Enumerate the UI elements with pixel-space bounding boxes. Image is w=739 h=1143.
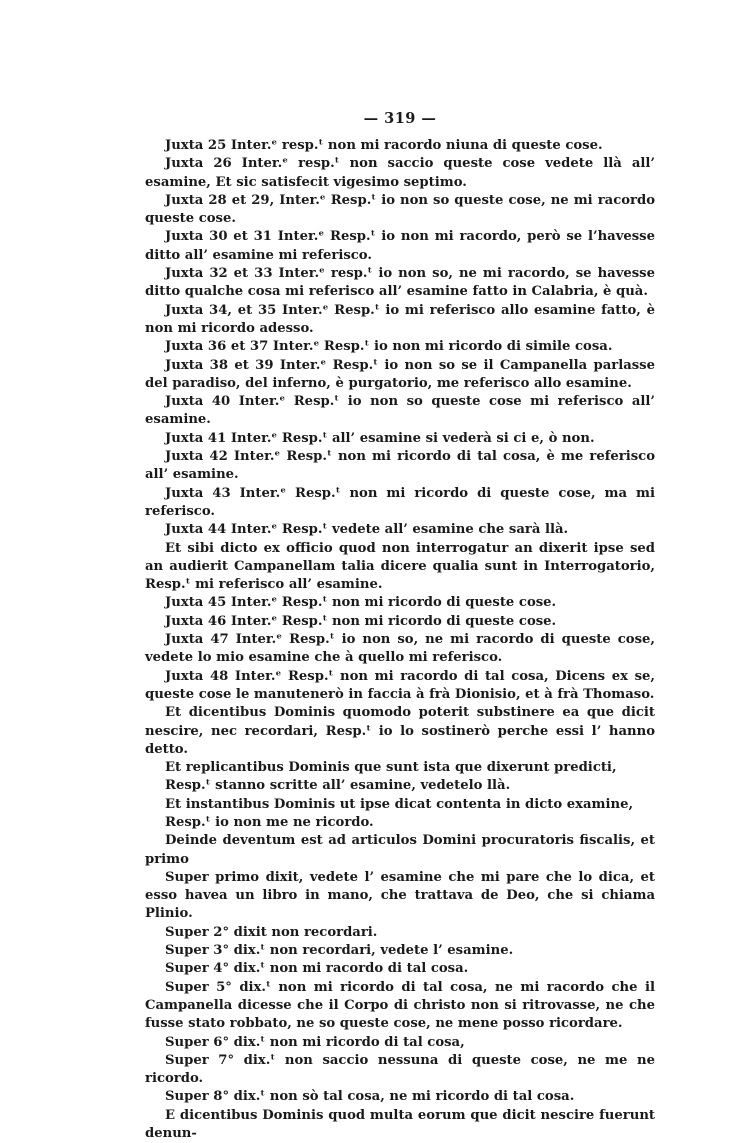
paragraph: Super 3° dix.ᵗ non recordari, vedete l’ esamine.: [165, 943, 514, 959]
paragraph: Juxta 42 Inter.ᵉ Resp.ᵗ non mi ricordo di tal cosa, è me referisco all’ esamine.: [145, 449, 655, 483]
paragraph: Juxta 36 et 37 Inter.ᵉ Resp.ᵗ io non mi ricordo di simile cosa.: [165, 339, 613, 355]
paragraph: Juxta 28 et 29, Inter.ᵉ Resp.ᵗ io non so queste cose, ne mi racordo queste cose.: [145, 192, 655, 227]
paragraph: Super 5° dix.ᵗ non mi ricordo di tal cosa, ne mi racordo che il Campanella dicesse che il Corpo di christo non si ritrovasse, ne che fusse stato robbato, ne so queste cose, ne mene posso ricordare.: [145, 979, 655, 1032]
paragraph: Super 2° dixit non recordari.: [165, 924, 378, 940]
paragraph: Deinde deventum est ad articulos Domini procuratoris fiscalis, et primo: [145, 833, 655, 867]
paragraph: Et replicantibus Dominis que sunt ista que dixerunt predicti,: [165, 760, 617, 776]
paragraph: Super 8° dix.ᵗ non sò tal cosa, ne mi ricordo di tal cosa.: [165, 1089, 575, 1105]
paragraph: Resp.ᵗ io non me ne ricordo.: [165, 814, 374, 830]
paragraph: Et dicentibus Dominis quomodo poterit substinere ea que dicit nescire, nec recordari, Resp.ᵗ io lo sostinerò perche essi l’ hanno detto.: [145, 705, 655, 757]
paragraph: Juxta 38 et 39 Inter.ᵉ Resp.ᵗ io non so se il Campanella parlasse del paradiso, del inferno, è purgatorio, me referisco allo esamine.: [145, 357, 655, 391]
paragraph: Super 4° dix.ᵗ non mi racordo di tal cosa.: [165, 961, 469, 977]
paragraph: Juxta 26 Inter.ᵉ resp.ᵗ non saccio queste cose vedete llà all’ esamine, Et sic satisfecit vigesimo septimo.: [145, 156, 655, 190]
paragraph: E dicentibus Dominis quod multa eorum que dicit nescire fuerunt denun-: [145, 1107, 655, 1142]
paragraph: Juxta 41 Inter.ᵉ Resp.ᵗ all’ esamine si vederà si ci e, ò non.: [165, 430, 595, 446]
paragraph: Juxta 30 et 31 Inter.ᵉ Resp.ᵗ io non mi racordo, però se l’havesse ditto all’ esamine mi referisco.: [145, 229, 655, 263]
paragraph: Resp.ᵗ stanno scritte all’ esamine, vedetelo llà.: [165, 778, 511, 794]
paragraph: Juxta 34, et 35 Inter.ᵉ Resp.ᵗ io mi referisco allo esamine fatto, è non mi ricordo adesso.: [145, 302, 655, 336]
paragraph: Juxta 40 Inter.ᵉ Resp.ᵗ io non so queste cose mi referisco all’ esamine.: [145, 394, 655, 428]
paragraph: Juxta 47 Inter.ᵉ Resp.ᵗ io non so, ne mi racordo di queste cose, vedete lo mio esamine che à quello mi referisco.: [145, 632, 655, 666]
paragraph: Super 7° dix.ᵗ non saccio nessuna di queste cose, ne me ne ricordo.: [145, 1052, 655, 1087]
paragraph: Juxta 25 Inter.ᵉ resp.ᵗ non mi racordo niuna di queste cose.: [165, 138, 603, 153]
paragraph: Juxta 45 Inter.ᵉ Resp.ᵗ non mi ricordo di queste cose.: [165, 595, 557, 611]
paragraph: Et sibi dicto ex officio quod non interrogatur an dixerit ipse sed an audierit Campanellam talia dicere qualia sunt in Interrogatorio, Resp.ᵗ mi referisco all’ esamine.: [145, 540, 655, 593]
page-number-header: — 319 —: [363, 110, 437, 127]
paragraph: Juxta 32 et 33 Inter.ᵉ resp.ᵗ io non so, ne mi racordo, se havesse ditto qualche cosa mi referisco all’ esamine fatto in Calabria, è quà.: [145, 266, 655, 300]
paragraph: Super primo dixit, vedete l’ esamine che mi pare che lo dica, et esso havea un libro in mano, che trattava de Deo, che si chiama Plinio.: [145, 869, 655, 922]
body-text: [145, 137, 655, 1143]
document-page: [145, 110, 655, 1143]
paragraph: Et instantibus Dominis ut ipse dicat contenta in dicto examine,: [165, 796, 634, 812]
paragraph: Juxta 48 Inter.ᵉ Resp.ᵗ non mi racordo di tal cosa, Dicens ex se, queste cose le manutenerò in faccia à frà Dionisio, et à frà Thomaso.: [145, 668, 655, 702]
paragraph: Super 6° dix.ᵗ non mi ricordo di tal cosa,: [165, 1034, 465, 1050]
paragraph: Juxta 43 Inter.ᵉ Resp.ᵗ non mi ricordo di queste cose, ma mi referisco.: [145, 485, 655, 519]
paragraph: Juxta 46 Inter.ᵉ Resp.ᵗ non mi ricordo di queste cose.: [165, 613, 557, 629]
paragraph: Juxta 44 Inter.ᵉ Resp.ᵗ vedete all’ esamine che sarà llà.: [165, 522, 569, 538]
